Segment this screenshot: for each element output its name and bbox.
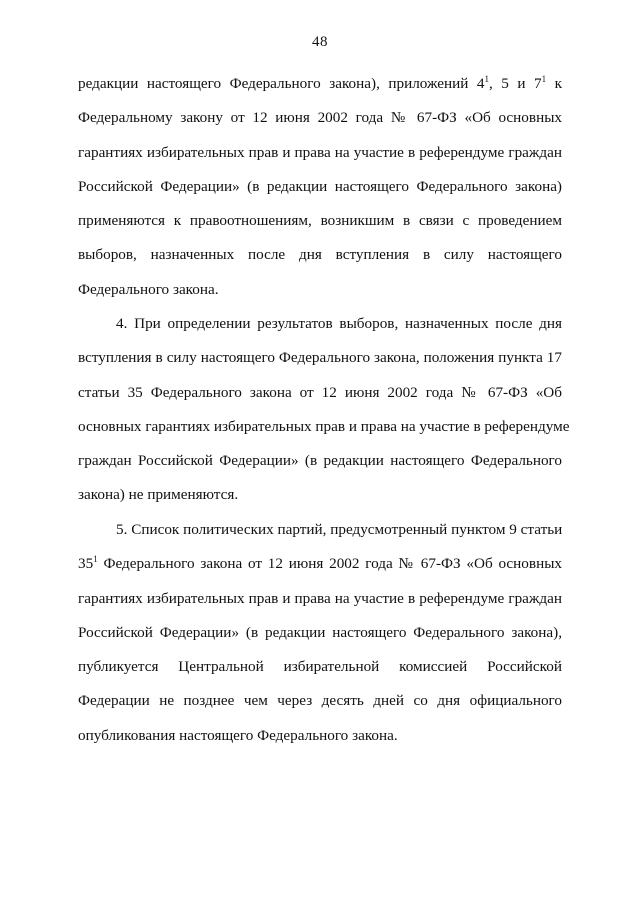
text-run: , 5 и 7	[489, 75, 542, 92]
page-number: 48	[312, 34, 328, 50]
text-line	[78, 238, 562, 272]
text-run: основных гарантиях избирательных прав и права на участие в референдуме	[78, 417, 570, 435]
text-run: гарантиях избирательных прав и права на участие в референдуме граждан	[78, 589, 562, 607]
text-run: граждан Российской Федерации» (в редакции настоящего Федерального	[78, 452, 562, 470]
paragraph-item-4	[78, 307, 570, 513]
text-line	[78, 376, 562, 410]
text-run: Федеральному закону от 12 июня 2002 года № 67-ФЗ «Об основных	[78, 109, 562, 127]
superscript-index: 1	[541, 74, 547, 84]
text-run: применяются к правоотношениям, возникшим в связи с проведением	[78, 212, 562, 230]
text-run: к	[546, 75, 562, 92]
text-line	[78, 547, 562, 581]
text-run: гарантиях избирательных прав и права на участие в референдуме граждан	[78, 143, 562, 161]
paragraph-continuation	[78, 67, 562, 307]
text-line	[78, 616, 562, 650]
text-line	[78, 410, 570, 444]
text-line	[78, 170, 562, 204]
text-run: Федерации не позднее чем через десять дней со дня официального	[78, 692, 562, 710]
text-run: опубликования настоящего Федерального закона.	[78, 726, 398, 744]
text-run: 5. Список политических партий, предусмотренный пунктом 9 статьи	[116, 521, 563, 538]
text-run: Федерального закона от 12 июня 2002 года № 67-ФЗ «Об основных	[97, 555, 562, 573]
text-run: закона) не применяются.	[78, 486, 239, 504]
text-line	[78, 513, 562, 547]
text-line	[78, 341, 562, 375]
text-line	[78, 307, 562, 341]
text-run: публикуется Центральной избирательной комиссией Российской	[78, 658, 562, 676]
text-run: статьи 35 Федерального закона от 12 июня 2002 года № 67-ФЗ «Об	[78, 383, 562, 401]
text-run: Российской Федерации» (в редакции настоящего Федерального закона)	[78, 177, 562, 195]
text-line	[78, 444, 562, 478]
text-line	[78, 582, 562, 616]
text-line	[78, 101, 562, 135]
superscript-index: 1	[484, 74, 490, 84]
text-line	[78, 650, 562, 684]
text-line	[78, 719, 562, 753]
text-line	[78, 67, 562, 101]
superscript-index: 1	[93, 554, 98, 565]
text-run: вступления в силу настоящего Федерального закона, положения пункта 17	[78, 349, 562, 367]
text-run: Федерального закона.	[78, 280, 219, 298]
text-line	[78, 684, 562, 718]
text-run: 35	[78, 555, 94, 573]
text-run: выборов, назначенных после дня вступления в силу настоящего	[78, 246, 562, 264]
text-line	[78, 136, 562, 170]
text-line	[78, 273, 562, 307]
text-line	[78, 478, 562, 512]
text-run: редакции настоящего Федерального закона), приложений 4	[78, 75, 485, 92]
text-run: Российской Федерации» (в редакции настоящего Федерального закона),	[78, 623, 562, 641]
text-line	[78, 204, 562, 238]
paragraph-item-5	[78, 513, 562, 753]
text-run: 4. При определении результатов выборов, назначенных после дня	[116, 315, 562, 332]
